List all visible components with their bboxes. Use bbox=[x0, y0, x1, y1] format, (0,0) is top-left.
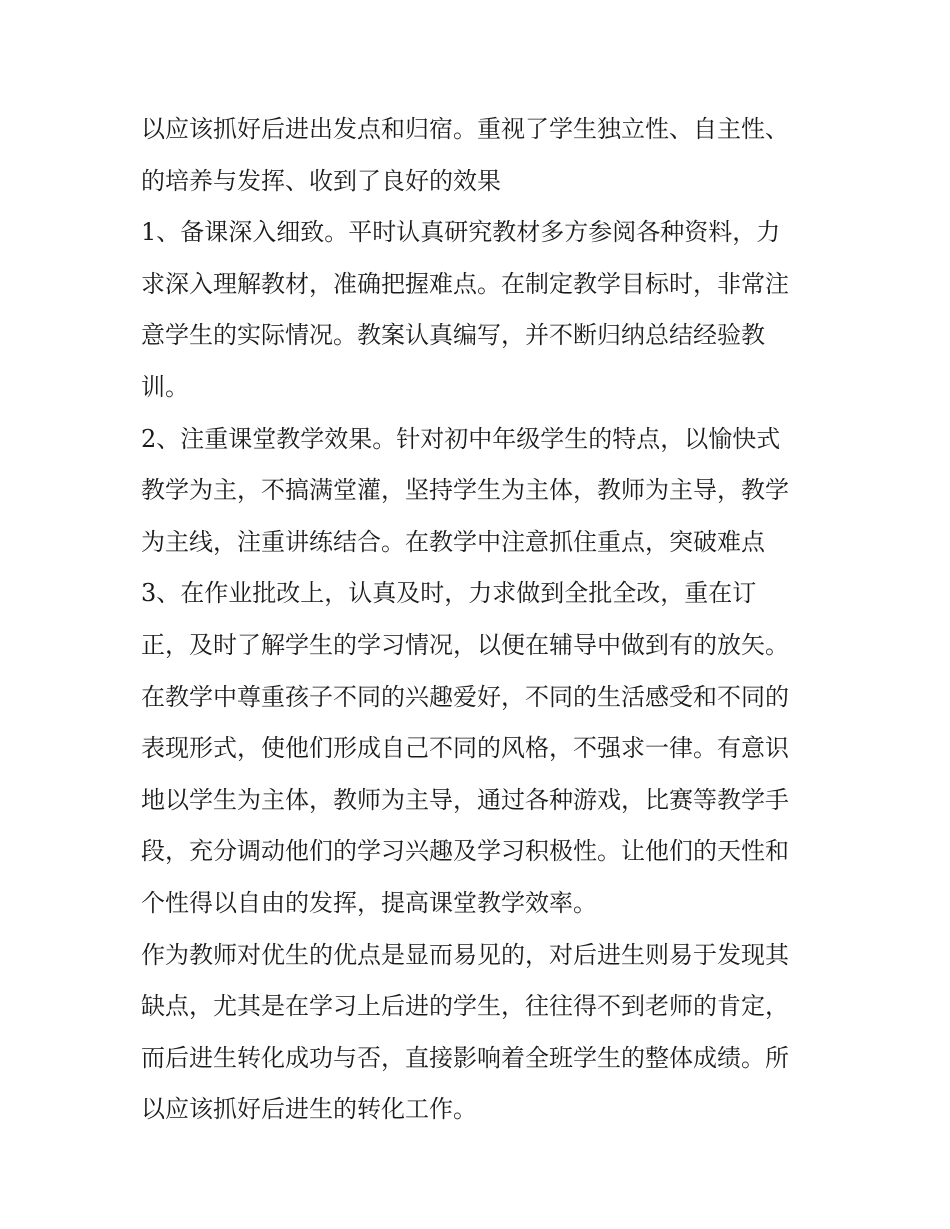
text-line: 地以学生为主体，教师为主导，通过各种游戏，比赛等教学手 bbox=[141, 785, 789, 814]
text-line: 训。 bbox=[141, 372, 189, 401]
text-line: 为主线，注重讲练结合。在教学中注意抓住重点，突破难点 bbox=[141, 527, 765, 556]
text-line: 个性得以自由的发挥，提高课堂教学效率。 bbox=[141, 888, 597, 917]
text-line: 2、注重课堂教学效果。针对初中年级学生的特点，以愉快式 bbox=[141, 424, 781, 453]
document-body bbox=[141, 104, 813, 1136]
text-line: 正，及时了解学生的学习情况，以便在辅导中做到有的放矢。 bbox=[141, 630, 789, 659]
text-line: 段，充分调动他们的学习兴趣及学习积极性。让他们的天性和 bbox=[141, 837, 789, 866]
text-line: 在教学中尊重孩子不同的兴趣爱好，不同的生活感受和不同的 bbox=[141, 682, 789, 711]
text-line: 1、备课深入细致。平时认真研究教材多方参阅各种资料，力 bbox=[141, 218, 781, 247]
text-line: 作为教师对优生的优点是显而易见的，对后进生则易于发现其 bbox=[141, 940, 789, 969]
text-line: 意学生的实际情况。教案认真编写，并不断归纳总结经验教 bbox=[141, 321, 765, 350]
text-line: 表现形式，使他们形成自己不同的风格，不强求一律。有意识 bbox=[141, 734, 789, 763]
text-line: 以应该抓好后进生的转化工作。 bbox=[141, 1095, 477, 1124]
text-line: 以应该抓好后进出发点和归宿。重视了学生独立性、自主性、 bbox=[141, 115, 789, 143]
text-line: 而后进生转化成功与否，直接影响着全班学生的整体成绩。所 bbox=[141, 1043, 789, 1072]
text-line: 求深入理解教材，准确把握难点。在制定教学目标时，非常注 bbox=[141, 269, 789, 298]
text-line: 3、在作业批改上，认真及时，力求做到全批全改，重在订 bbox=[141, 579, 757, 608]
text-line: 的培养与发挥、收到了良好的效果 bbox=[141, 166, 501, 195]
text-line: 教学为主，不搞满堂灌，坚持学生为主体，教师为主导，教学 bbox=[141, 476, 789, 505]
text-line: 缺点，尤其是在学习上后进的学生，往往得不到老师的肯定， bbox=[141, 992, 789, 1021]
